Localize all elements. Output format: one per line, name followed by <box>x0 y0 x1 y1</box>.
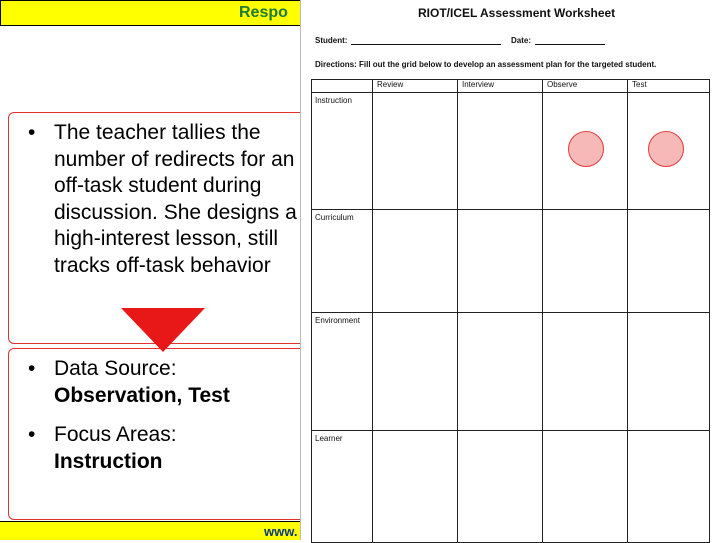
grid-corner-cell <box>312 80 373 93</box>
column-header: Interview <box>458 80 543 93</box>
grid-cell <box>543 313 628 431</box>
row-label: Learner <box>312 431 373 543</box>
worksheet-title: RIOT/ICEL Assessment Worksheet <box>418 6 616 20</box>
bullet-dot: • <box>28 357 36 380</box>
observe-marker-circle <box>568 131 604 167</box>
worksheet-directions: Directions: Fill out the grid below to develop an assessment plan for the targeted student. <box>315 60 657 69</box>
focus-areas-value: Instruction <box>54 449 163 473</box>
grid-cell <box>373 210 458 313</box>
student-blank <box>351 36 501 45</box>
grid-cell <box>373 313 458 431</box>
grid-row <box>312 313 710 431</box>
data-source-label: Data Source: <box>54 357 177 380</box>
row-label: Curriculum <box>312 210 373 313</box>
slide-title: Respo <box>239 4 288 21</box>
grid-cell <box>458 313 543 431</box>
bullet-data-source <box>22 356 344 409</box>
grid-row <box>312 210 710 313</box>
row-label: Environment <box>312 313 373 431</box>
column-header: Test <box>628 80 710 93</box>
column-header: Review <box>373 80 458 93</box>
data-source-value: Observation, Test <box>54 383 230 407</box>
date-field <box>511 36 605 45</box>
grid-cell <box>373 93 458 210</box>
grid-cell <box>458 93 543 210</box>
down-arrow-icon <box>121 308 205 352</box>
slide-footer-bar <box>0 521 310 540</box>
row-label: Instruction <box>312 93 373 210</box>
bullet-dot: • <box>28 423 36 446</box>
grid-cell <box>373 431 458 543</box>
grid-cell <box>628 313 710 431</box>
focus-areas-label: Focus Areas: <box>54 423 177 446</box>
grid-cell <box>543 431 628 543</box>
grid-cell <box>458 431 543 543</box>
grid-cell <box>628 210 710 313</box>
footer-url: www. <box>264 524 298 539</box>
bullet-dot: • <box>28 121 36 144</box>
column-header: Observe <box>543 80 628 93</box>
slide-title-bar <box>0 0 310 26</box>
bullet-scenario <box>22 120 314 279</box>
grid-cell <box>628 431 710 543</box>
bullet-focus-areas <box>22 422 344 475</box>
grid-cell <box>458 210 543 313</box>
date-blank <box>535 36 605 45</box>
student-field <box>315 36 501 45</box>
grid-cell <box>543 210 628 313</box>
grid-row <box>312 431 710 543</box>
grid-header-row <box>312 80 710 93</box>
test-marker-circle <box>648 131 684 167</box>
student-label: Student: <box>315 36 348 45</box>
riot-icel-worksheet <box>300 0 720 540</box>
scenario-text: The teacher tallies the number of redirects for an off-task student during discussion. She designs a high-interest lesson, still tracks off-task behavior <box>54 121 297 277</box>
date-label: Date: <box>511 36 532 45</box>
